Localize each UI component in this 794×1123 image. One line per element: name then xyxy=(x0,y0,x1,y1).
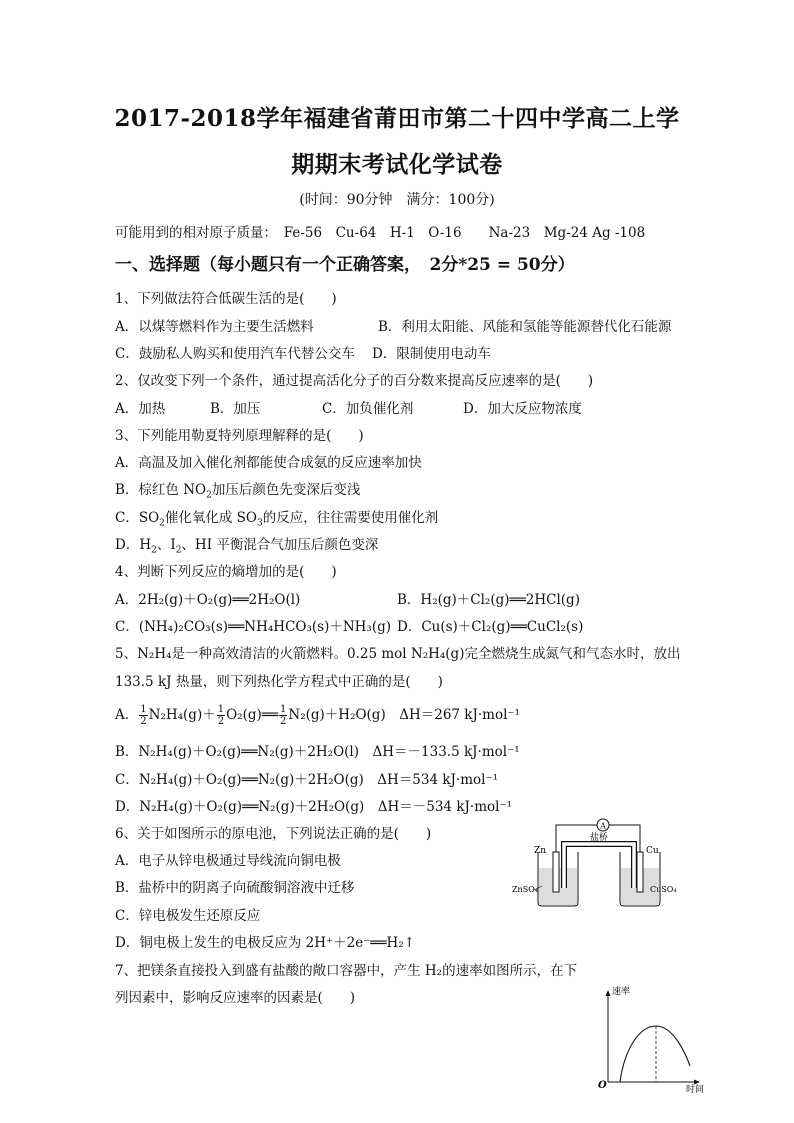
q2-option-b: B．加压 xyxy=(210,401,261,417)
q6-stem: 6、关于如图所示的原电池，下列说法正确的是( ) xyxy=(115,826,432,842)
q4-option-b: B．H₂(g)＋Cl₂(g)══2HCl(g) xyxy=(397,592,580,608)
q1-option-a: A．以煤等燃料作为主要生活燃料 xyxy=(115,319,314,335)
fraction-half: $\frac{1}{2}$ xyxy=(217,704,225,727)
zinc-electrode xyxy=(553,852,559,892)
zn-label: Zn xyxy=(534,846,547,856)
q4-option-d: D．Cu(s)＋Cl₂(g)══CuCl₂(s) xyxy=(397,619,584,635)
fraction-half: $\frac{1}{2}$ xyxy=(140,704,147,727)
exam-title-line1: 2017-2018学年福建省莆田市第二十四中学高二上学 xyxy=(114,105,680,132)
q2-option-c: C．加负催化剂 xyxy=(322,401,414,417)
x-axis-label: 时间 xyxy=(686,1085,705,1094)
rate-curve xyxy=(620,1026,690,1082)
origin-label: O xyxy=(598,1080,607,1091)
q5-option-b: B．N₂H₄(g)＋O₂(g)══N₂(g)＋2H₂O(l) ΔH＝－133.5 kJ·mol⁻¹ xyxy=(115,744,520,760)
q3-option-c: C．$SO_2$催化氧化成 $SO_3$的反应，往往需要使用催化剂 xyxy=(115,510,439,529)
y-axis-arrow-icon xyxy=(606,990,611,996)
x-axis-arrow-icon xyxy=(694,1080,700,1085)
q4-option-c: C．(NH₄)₂CO₃(s)══NH₄HCO₃(s)＋NH₃(g) xyxy=(115,619,392,635)
galvanic-cell-figure xyxy=(508,806,688,916)
q4-stem: 4、判断下列反应的熵增加的是( ) xyxy=(115,564,337,580)
atomic-masses: 可能用到的相对原子质量： Fe-56 Cu-64 H-1 O-16 Na-23 Mg-24 Ag -108 xyxy=(115,225,646,241)
q2-option-d: D．加大反应物浓度 xyxy=(463,401,582,417)
q6-option-b: B．盐桥中的阴离子向硫酸铜溶液中迁移 xyxy=(115,880,355,896)
q1-stem: 1、下列做法符合低碳生活的是( ) xyxy=(115,291,337,307)
exam-title-line2: 期期末考试化学试卷 xyxy=(291,151,503,178)
salt-bridge-label: 盐桥 xyxy=(589,833,609,843)
q3-option-a: A．高温及加入催化剂都能使合成氨的反应速率加快 xyxy=(115,455,422,471)
cu-label: Cu xyxy=(646,846,659,856)
y-axis-label: 速率 xyxy=(612,987,631,997)
q1-option-c: C．鼓励私人购买和使用汽车代替公交车 xyxy=(115,346,355,362)
q7-stem-line2: 列因素中，影响反应速率的因素是( ) xyxy=(115,990,356,1006)
q5-option-d: D．N₂H₄(g)＋O₂(g)══N₂(g)＋2H₂O(g) ΔH＝－534 kJ·mol⁻¹ xyxy=(115,799,512,815)
q4-option-a: A．2H₂(g)＋O₂(g)══2H₂O(l) xyxy=(115,592,301,608)
q2-option-a: A．加热 xyxy=(115,401,166,417)
q1-option-b: B．利用太阳能、风能和氢能等能源替代化石能源 xyxy=(378,319,672,335)
q5-stem-line1: 5、N₂H₄是一种高效清洁的火箭燃料。0.25 mol N₂H₄(g)完全燃烧生成氮气和气态水时，放出 xyxy=(115,646,681,662)
copper-electrode xyxy=(637,852,643,892)
q5-option-a: A． $\frac{1}{2}$ N₂H₄(g)＋ $\frac{1}{2}$ O₂(g)══ $\frac{1}{2}$ N₂(g)＋H₂O(g) ΔH＝267 kJ·mol⁻¹ xyxy=(115,704,520,727)
q3-option-b: B．棕红色 $NO_2$加压后颜色先变深后变浅 xyxy=(115,482,361,501)
q3-option-d: D．$H_2$、$I_2$、HI 平衡混合气加压后颜色变深 xyxy=(115,537,379,556)
section-heading: 一、选择题（每小题只有一个正确答案， 2分*25 = 50分） xyxy=(115,255,575,275)
q1-option-d: D．限制使用电动车 xyxy=(372,346,491,362)
cuso4-label: CuSO₄ xyxy=(650,885,677,894)
fraction-half: $\frac{1}{2}$ xyxy=(280,704,287,727)
q6-option-c: C．锌电极发生还原反应 xyxy=(115,908,261,924)
q5-option-c: C．N₂H₄(g)＋O₂(g)══N₂(g)＋2H₂O(g) ΔH＝534 kJ·mol⁻¹ xyxy=(115,772,498,788)
q7-stem-line1: 7、把镁条直接投入到盛有盐酸的敞口容器中，产生 H₂的速率如图所示，在下 xyxy=(115,963,578,979)
q2-stem: 2、仅改变下列一个条件，通过提高活化分子的百分数来提高反应速率的是( ) xyxy=(115,373,594,389)
ammeter-label: A xyxy=(600,821,606,831)
rate-time-graph xyxy=(590,982,710,1094)
q6-option-d: D．铜电极上发生的电极反应为 2H⁺＋2e⁻══H₂↑ xyxy=(115,935,416,951)
q6-option-a: A．电子从锌电极通过导线流向铜电极 xyxy=(115,853,341,869)
znso4-label: ZnSO₄ xyxy=(512,885,538,894)
time-info: (时间：90分钟 满分：100分) xyxy=(299,192,495,208)
q3-stem: 3、下列能用勒夏特列原理解释的是( ) xyxy=(115,428,364,444)
q5-stem-line2: 133.5 kJ 热量，则下列热化学方程式中正确的是( ) xyxy=(115,674,443,690)
